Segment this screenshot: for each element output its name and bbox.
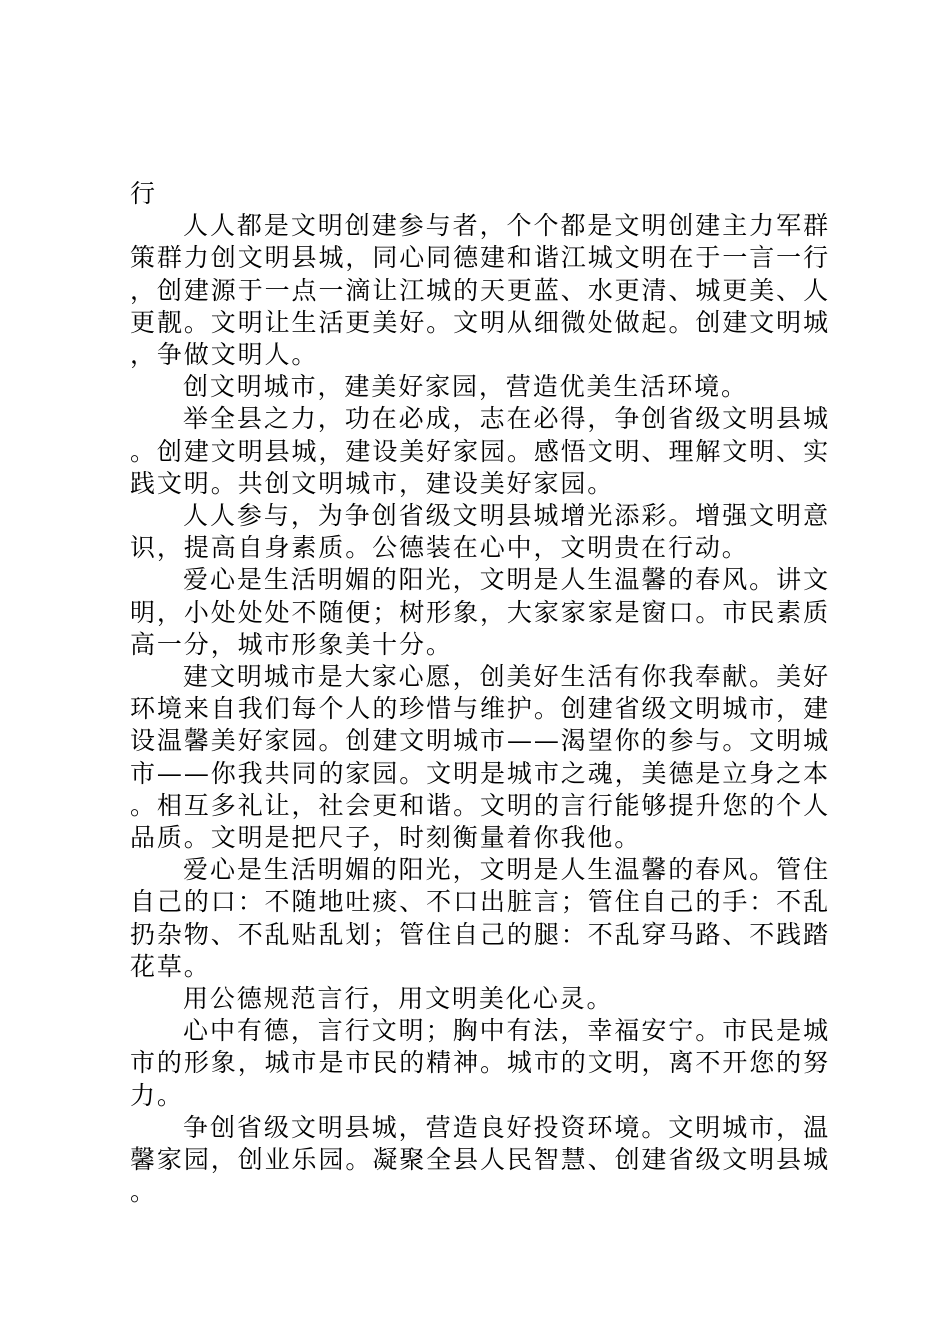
paragraph-5: 爱心是生活明媚的阳光，文明是人生温馨的春风。讲文明，小处处处不随便；树形象，大家家家是窗口。市民素质高一分，城市形象美十分。 (130, 565, 830, 659)
paragraph-10: 争创省级文明县城，营造良好投资环境。文明城市，温馨家园，创业乐园。凝聚全县人民智慧、创建省级文明县城。 (130, 1112, 830, 1207)
document-page (130, 178, 830, 1209)
paragraph-9: 心中有德，言行文明；胸中有法，幸福安宁。市民是城市的形象，城市是市民的精神。城市的文明，离不开您的努力。 (130, 1016, 830, 1110)
paragraph-continuation: 行 (130, 179, 157, 208)
paragraph-2: 创文明城市，建美好家园，营造优美生活环境。 (183, 372, 748, 402)
paragraph-3: 举全县之力，功在必成，志在必得，争创省级文明县城。创建文明县城，建设美好家园。感悟文明、理解文明、实践文明。共创文明城市，建设美好家园。 (130, 404, 830, 498)
paragraph-8: 用公德规范言行，用文明美化心灵。 (183, 984, 614, 1014)
paragraph-1: 人人都是文明创建参与者，个个都是文明创建主力军群策群力创文明县城，同心同德建和谐江城文明在于一言一行，创建源于一点一滴让江城的天更蓝、水更清、城更美、人更靓。文明让生活更美好。文明从细微处做起。创建文明城，争做文明人。 (130, 211, 830, 370)
paragraph-7: 爱心是生活明媚的阳光，文明是人生温馨的春风。管住自己的口：不随地吐痰、不口出脏言；管住自己的手：不乱扔杂物、不乱贴乱划；管住自己的腿：不乱穿马路、不践踏花草。 (130, 855, 830, 981)
paragraph-6: 建文明城市是大家心愿，创美好生活有你我奉献。美好环境来自我们每个人的珍惜与维护。创建省级文明城市，建设温馨美好家园。创建文明城市——渴望你的参与。文明城市——你我共同的家园。文明是城市之魂，美德是立身之本。相互多礼让，社会更和谐。文明的言行能够提升您的个人品质。文明是把尺子，时刻衡量着你我他。 (130, 662, 830, 853)
paragraph-4: 人人参与，为争创省级文明县城增光添彩。增强文明意识，提高自身素质。公德装在心中，文明贵在行动。 (130, 501, 830, 563)
